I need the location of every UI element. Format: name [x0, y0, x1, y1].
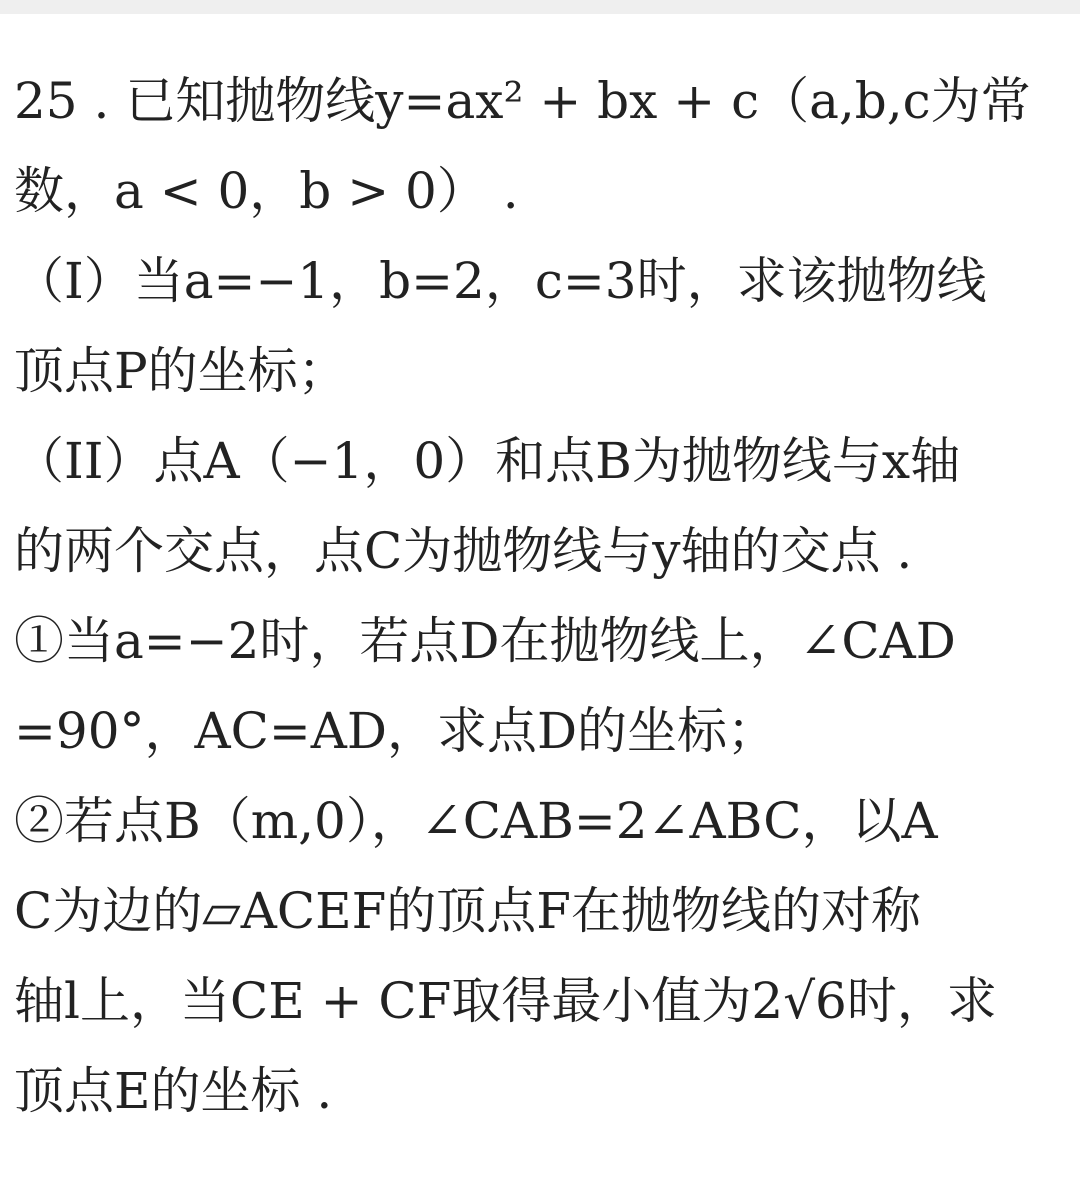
problem-line: （I）当a=−1，b=2，c=3时，求该抛物线 [14, 252, 987, 310]
problem-line: ②若点B（m,0），∠CAB=2∠ABC，以A [14, 792, 938, 850]
problem-line: 数，a < 0，b > 0） . [14, 162, 519, 220]
problem-line: 顶点P的坐标； [14, 342, 348, 400]
problem-line: 顶点E的坐标 . [14, 1062, 333, 1120]
problem-line: C为边的▱ACEF的顶点F在抛物线的对称 [14, 882, 921, 940]
problem-line: 25 . 已知抛物线y=ax² + bx + c（a,b,c为常 [14, 72, 1031, 130]
problem-line: 轴l上，当CE + CF取得最小值为2√6时，求 [14, 972, 997, 1030]
top-bar [0, 0, 1080, 14]
problem-line: （II）点A（−1，0）和点B为抛物线与x轴 [14, 432, 961, 490]
problem-line: =90°，AC=AD，求点D的坐标； [14, 702, 778, 760]
problem-line: 的两个交点，点C为抛物线与y轴的交点 . [14, 522, 913, 580]
problem-line: ①当a=−2时，若点D在抛物线上，∠CAD [14, 612, 956, 670]
problem-text [14, 56, 1066, 1136]
